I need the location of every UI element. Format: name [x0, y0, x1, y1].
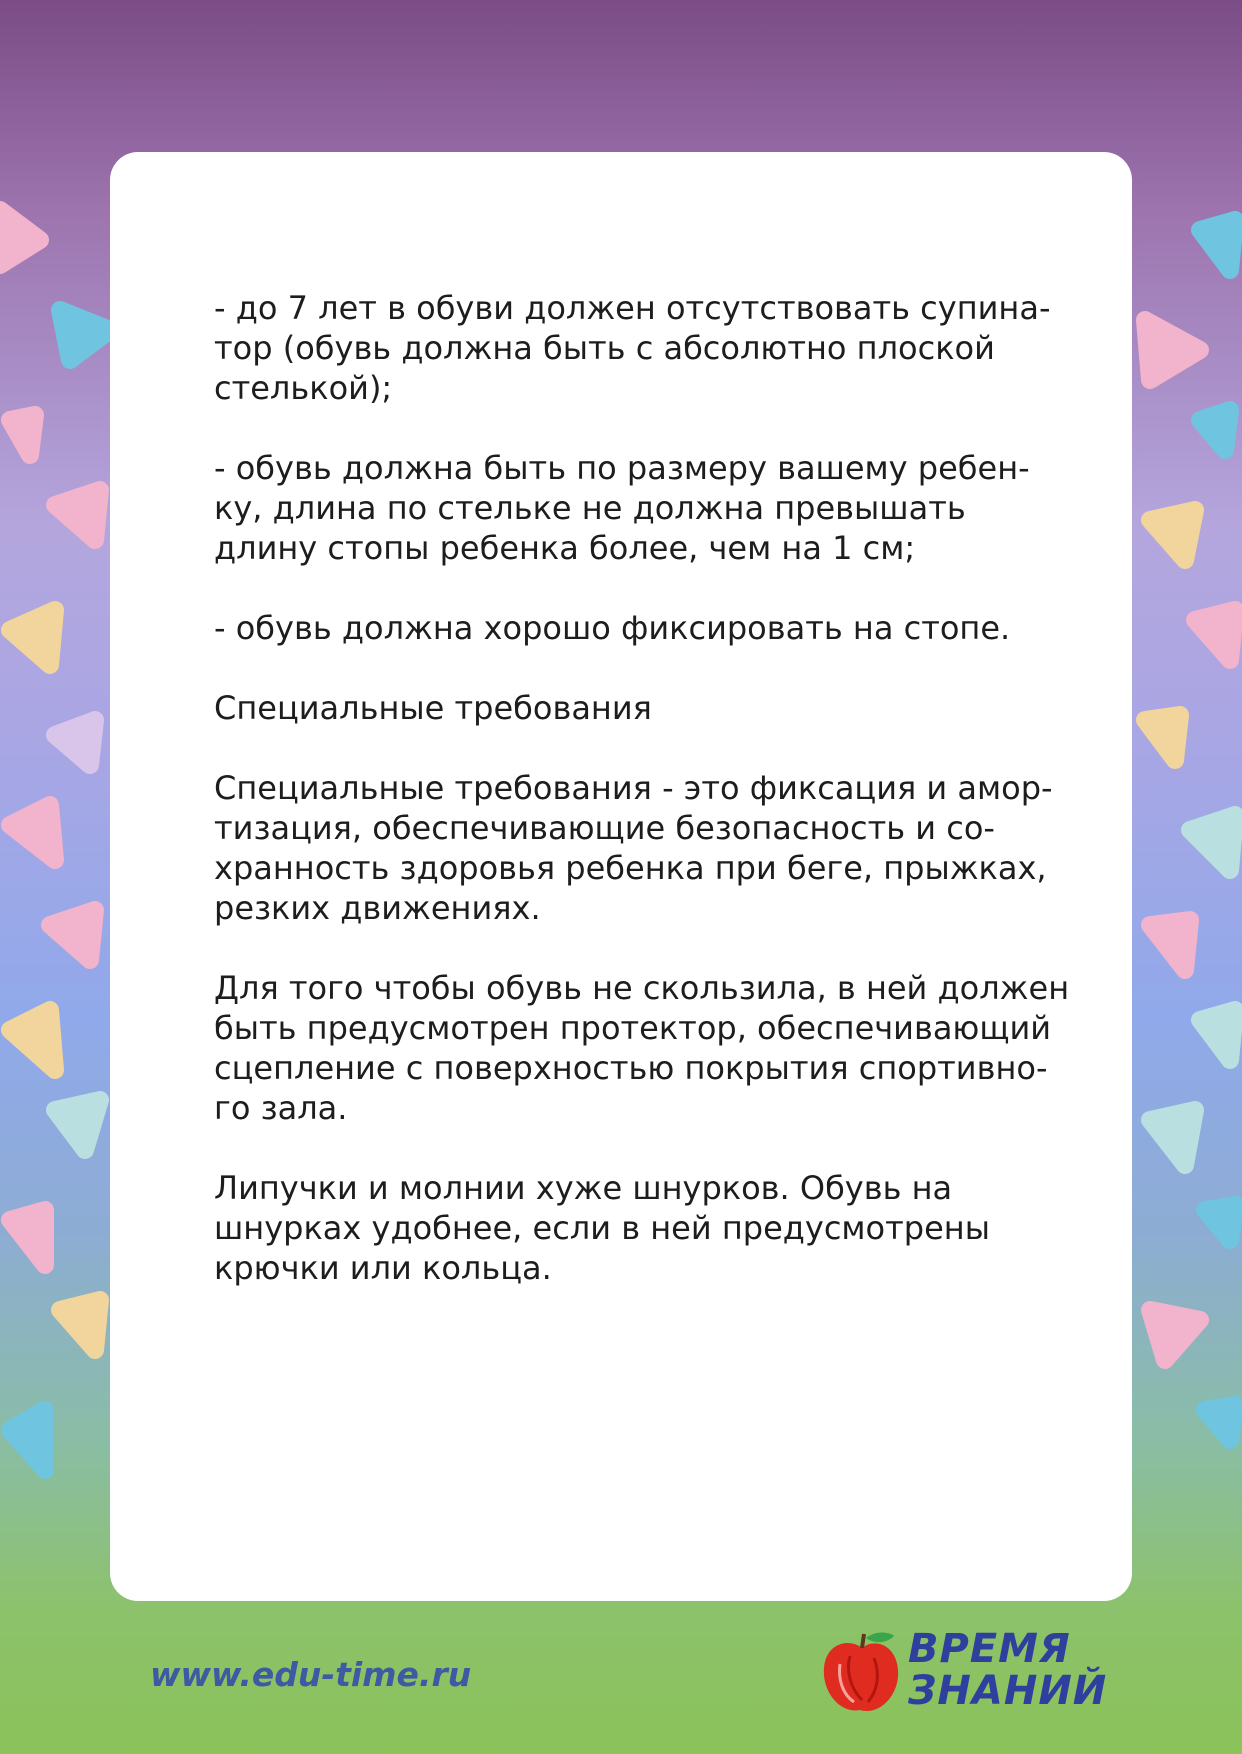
paragraph-laces: Липучки и молнии хуже шнурков. Обувь на шнурках удобнее, если в ней предусмотрены крючки или кольца. — [214, 1169, 990, 1287]
website-link[interactable]: www.edu-time.ru — [150, 1655, 472, 1694]
logo-line-1: ВРЕМЯ — [908, 1626, 1071, 1672]
paragraph-supinator: - до 7 лет в обуви должен отсутствовать супина- тор (обувь должна быть с абсолютно плоской стелькой); — [214, 289, 1051, 407]
section-heading: Специальные требования — [214, 689, 652, 727]
content-card — [110, 152, 1132, 1601]
paragraph-fixation: - обувь должна хорошо фиксировать на стопе. — [214, 609, 1011, 647]
paragraph-special-requirements: Специальные требования - это фиксация и амор- тизация, обеспечивающие безопасность и со- хранность здоровья ребенка при беге, прыжках, резких движениях. — [214, 769, 1053, 927]
logo-wordmark — [908, 1628, 1107, 1712]
article-text — [214, 288, 1094, 1328]
paragraph-protector: Для того чтобы обувь не скользила, в ней должен быть предусмотрен протектор, обеспечивающий сцепление с поверхностью покрытия спортивно- го зала. — [214, 969, 1070, 1127]
apple-icon — [820, 1630, 904, 1720]
brand-logo — [820, 1622, 1108, 1732]
logo-line-2: ЗНАНИЙ — [908, 1668, 1108, 1714]
paragraph-size: - обувь должна быть по размеру вашему ребен- ку, длина по стельке не должна превышать длину стопы ребенка более, чем на 1 см; — [214, 449, 1030, 567]
